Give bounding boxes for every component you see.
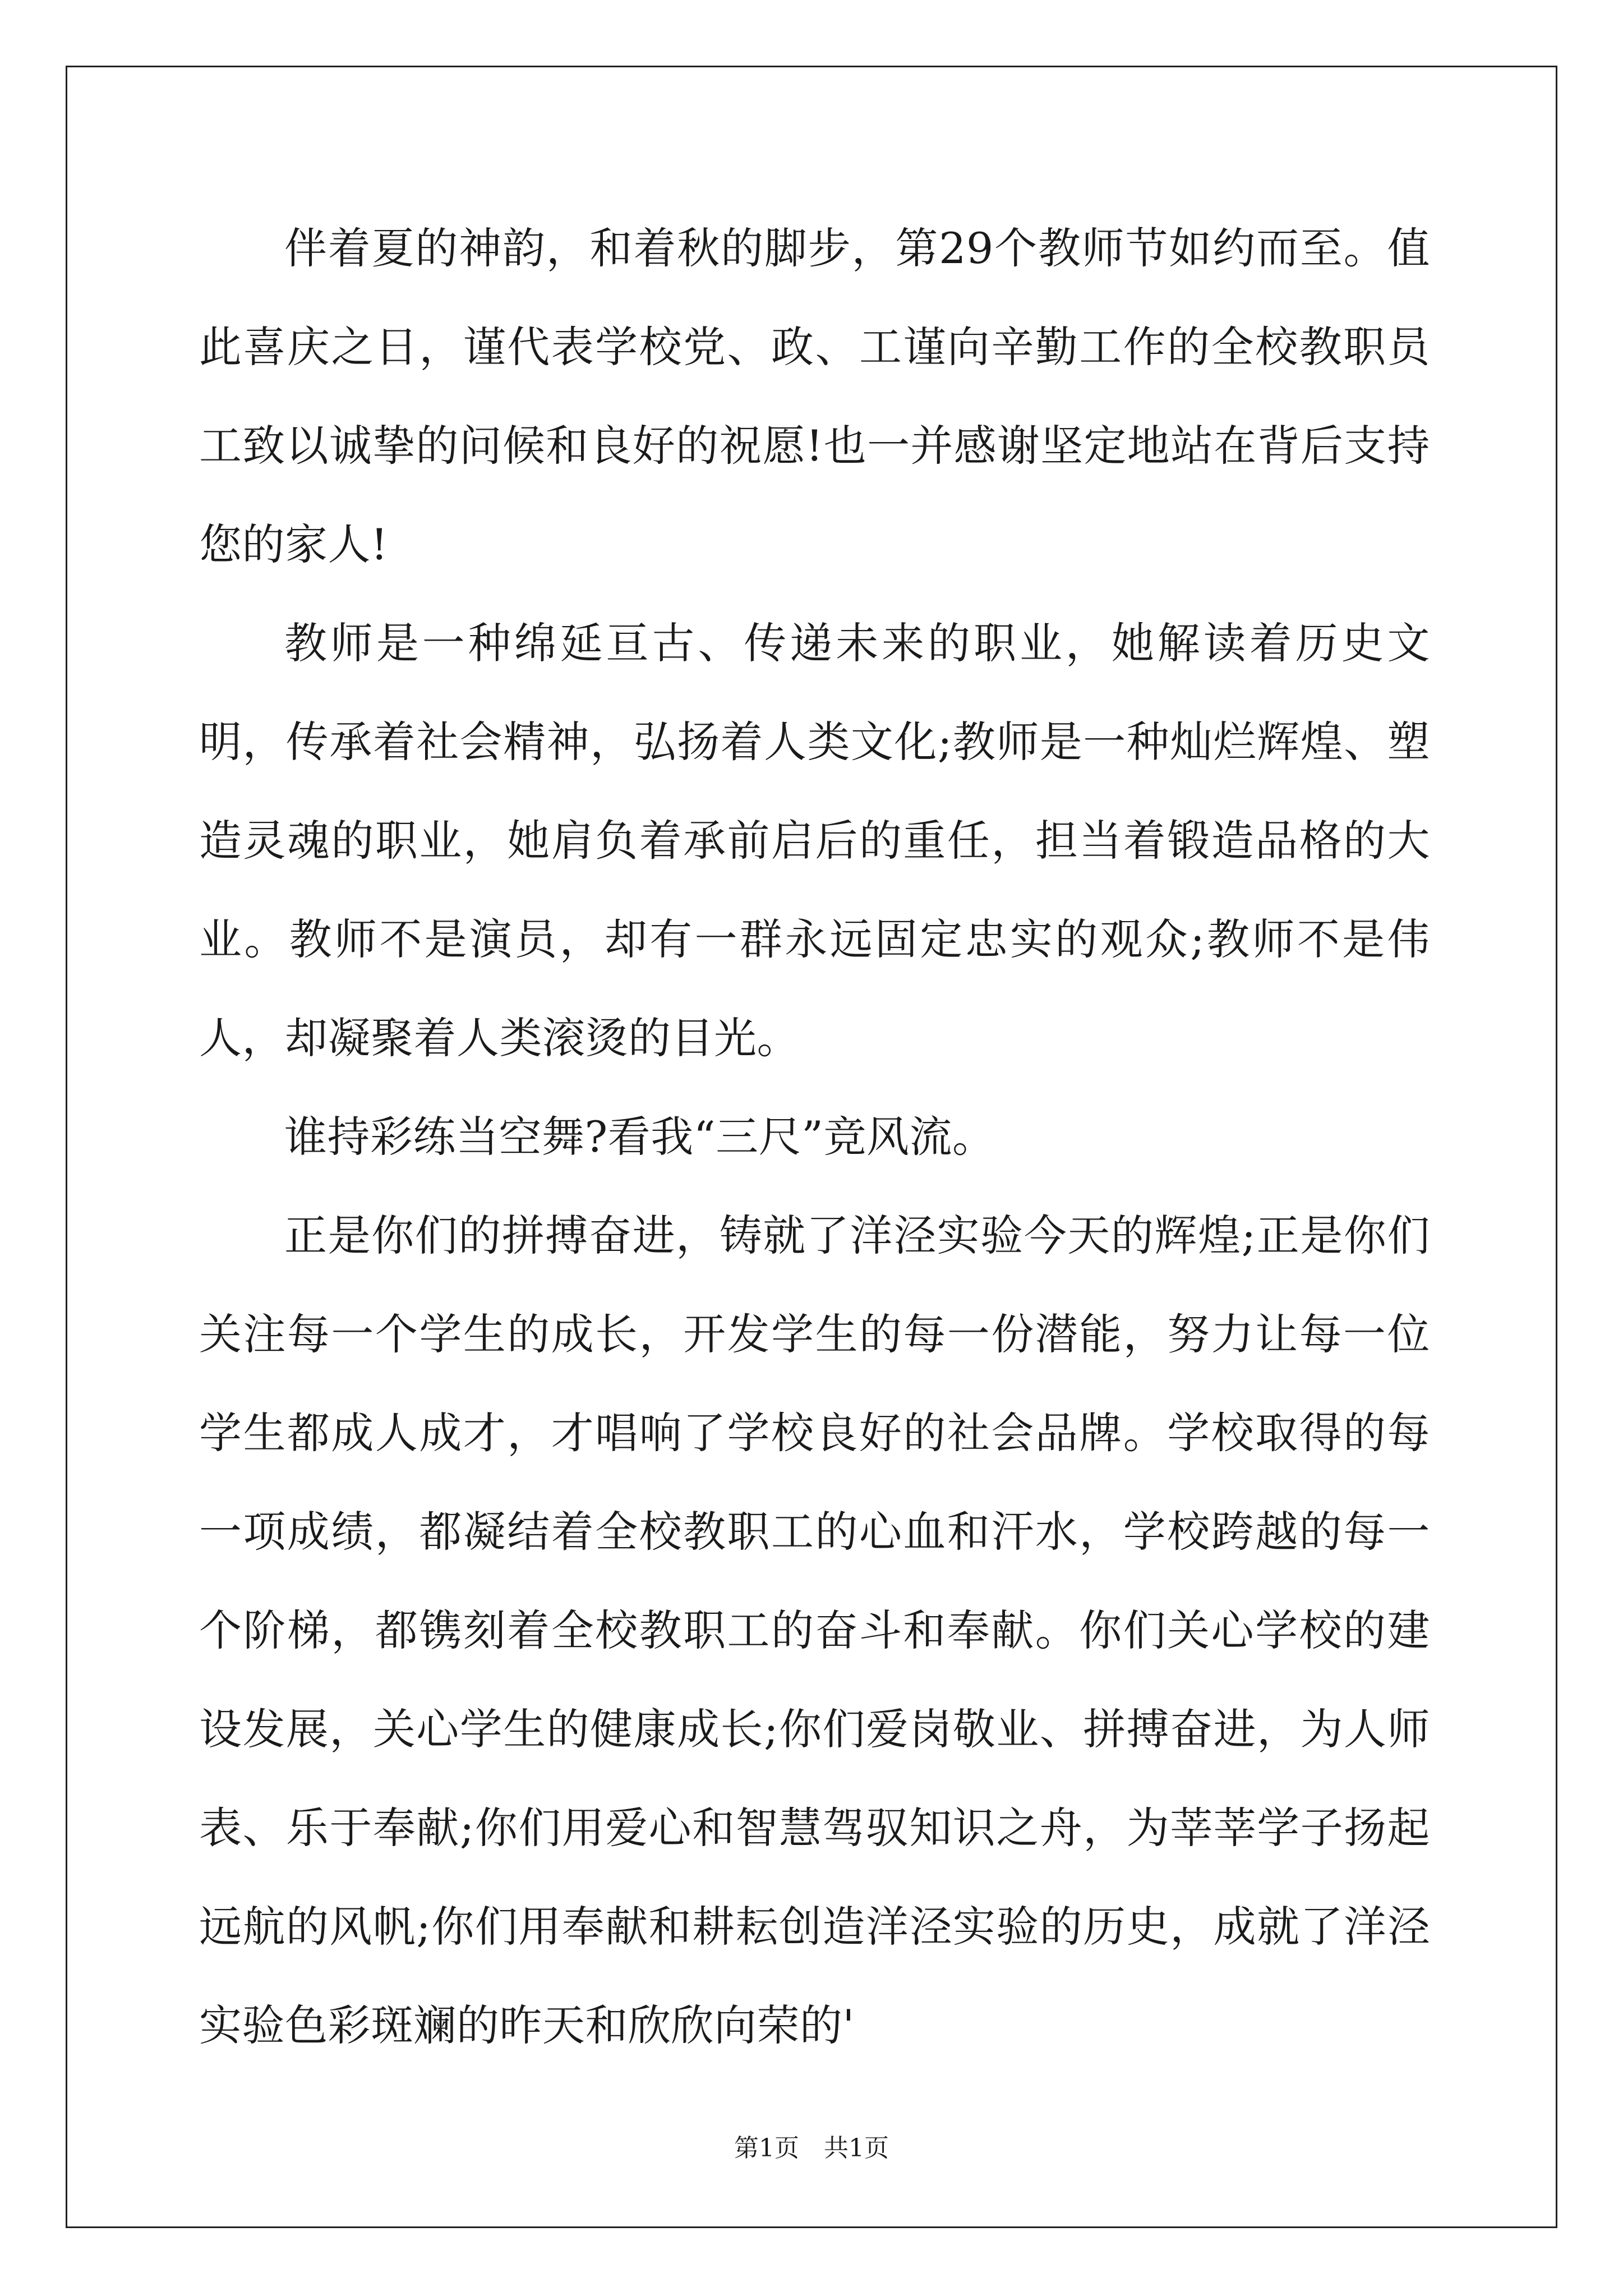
document-body	[199, 199, 1430, 2075]
total-page-count: 共1页	[824, 2134, 889, 2162]
paragraph-3: 谁持彩练当空舞?看我“三尺”竞风流。	[284, 1112, 995, 1162]
paragraph-4: 正是你们的拼搏奋进，铸就了洋泾实验今天的辉煌;正是你们关注每一个学生的成长，开发学生的每一份潜能，努力让每一位学生都成人成才，才唱响了学校良好的社会品牌。学校取得的每一项成绩，都凝结着全校教职工的心血和汗水，学校跨越的每一个阶梯，都镌刻着全校教职工的奋斗和奉献。你们关心学校的建设发展，关心学生的健康成长;你们爱岗敬业、拼搏奋进，为人师表、乐于奉献;你们用爱心和智慧驾驭知识之舟，为莘莘学子扬起远航的风帆;你们用奉献和耕耘创造洋泾实验的历史，成就了洋泾实验色彩斑斓的昨天和欣欣向荣的'	[199, 1211, 1430, 2050]
page-footer	[0, 2132, 1623, 2165]
paragraph-1: 伴着夏的神韵，和着秋的脚步，第29个教师节如约而至。值此喜庆之日，谨代表学校党、政、工谨向辛勤工作的全校教职员工致以诚挚的问候和良好的祝愿!也一并感谢坚定地站在背后支持您的家人!	[199, 223, 1430, 569]
paragraph-2: 教师是一种绵延亘古、传递未来的职业，她解读着历史文明，传承着社会精神，弘扬着人类文化;教师是一种灿烂辉煌、塑造灵魂的职业，她肩负着承前启后的重任，担当着锻造品格的大业。教师不是演员，却有一群永远固定忠实的观众;教师不是伟人，却凝聚着人类滚烫的目光。	[199, 618, 1430, 1063]
current-page-number: 第1页	[734, 2134, 799, 2162]
